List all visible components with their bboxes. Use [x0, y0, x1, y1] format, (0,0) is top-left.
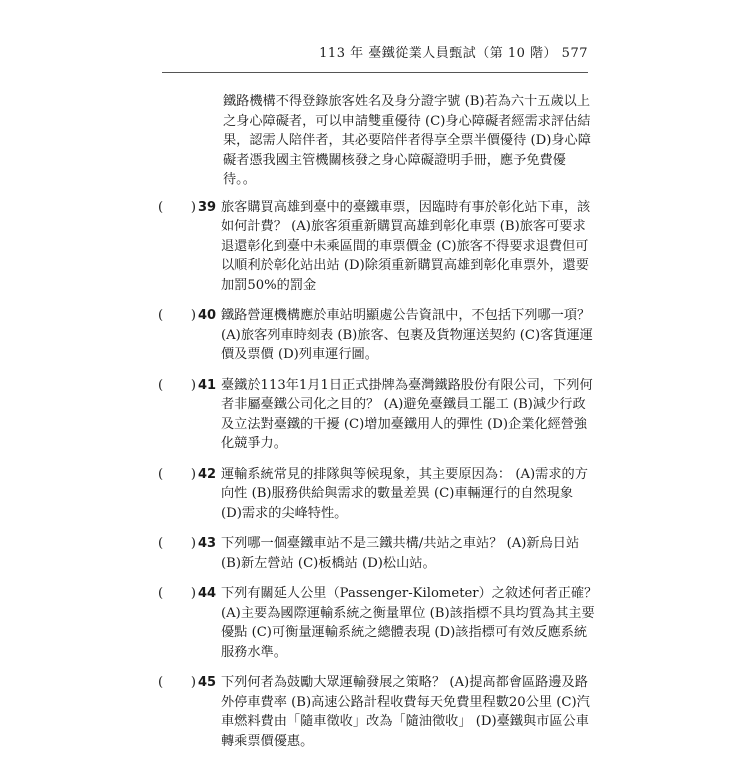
- question-number: 40: [198, 308, 217, 323]
- close-paren: ): [190, 308, 196, 323]
- close-paren: ): [190, 536, 196, 551]
- question-item: [158, 198, 598, 296]
- answer-blank: [158, 376, 198, 454]
- open-paren: (: [158, 536, 164, 551]
- page-header: 113 年 臺鐵從業人員甄試（第 10 階） 577: [319, 46, 588, 61]
- answer-blank: [158, 534, 198, 573]
- question-item: [158, 306, 598, 365]
- question-number: 41: [198, 377, 217, 393]
- question-item: [158, 534, 598, 573]
- question-text: 臺鐵於113年1月1日正式掛牌為臺灣鐵路股份有限公司，下列何者非屬臺鐵公司化之目的？ (A)避免臺鐵員工罷工 (B)減少行政及立法對臺鐵的干擾 (C)增加臺鐵用人的彈性 (D)企業化經營強化競爭力。: [221, 377, 593, 451]
- close-paren: ): [190, 586, 196, 601]
- close-paren: ): [190, 199, 196, 215]
- answer-blank: [158, 198, 198, 296]
- open-paren: (: [158, 675, 164, 690]
- question-number: 44: [198, 586, 217, 601]
- header-rule: [162, 72, 588, 73]
- question-list: [158, 92, 598, 762]
- question-item: [158, 673, 598, 751]
- answer-blank: [158, 465, 198, 524]
- question-text: 旅客購買高雄到臺中的臺鐵車票，因臨時有事於彰化站下車，該如何計費？ (A)旅客須重新購買高雄到彰化車票 (B)旅客可要求退還彰化到臺中未乘區間的車票價金 (C)旅客不得要求退費但可以順利於彰化站出站 (D)除須重新購買高雄到彰化車票外，還要加罰50%的罰金: [221, 199, 591, 293]
- close-paren: ): [190, 466, 196, 482]
- question-text: 下列哪一個臺鐵車站不是三鐵共構/共站之車站？ (A)新烏日站 (B)新左營站 (C)板橋站 (D)松山站。: [221, 536, 580, 571]
- question-text: 下列有關延人公里（Passenger-Kilometer）之敘述何者正確？ (A)主要為國際運輸系統之衡量單位 (B)該指標不具均質為其主要優點 (C)可衡量運輸系統之總體表現 (D)該指標可有效反應系統服務水準。: [221, 586, 598, 660]
- question-text: 下列何者為鼓勵大眾運輸發展之策略？ (A)提高都會區路邊及路外停車費率 (B)高速公路計程收費每天免費里程數20公里 (C)汽車燃料費由「隨車徵收」改為「隨油徵收」 (D)臺鐵與市區公車轉乘票價優惠。: [221, 675, 590, 749]
- continued-answer-text: 鐵路機構不得登錄旅客姓名及身分證字號 (B)若為六十五歲以上之身心障礙者，可以申請雙重優待 (C)身心障礙者經需求評估結果，認需人陪伴者，其必要陪伴者得享全票半價優待 (D)身心障礙者憑我國主管機關核發之身心障礙證明手冊，應予免費優待。。: [223, 94, 591, 187]
- open-paren: (: [158, 377, 164, 393]
- close-paren: ): [190, 377, 196, 393]
- close-paren: ): [190, 675, 196, 690]
- answer-blank: [158, 306, 198, 365]
- question-text: 運輸系統常見的排隊與等候現象，其主要原因為： (A)需求的方向性 (B)服務供給與需求的數量差異 (C)車輛運行的自然現象 (D)需求的尖峰特性。: [221, 466, 588, 521]
- question-item: [158, 584, 598, 662]
- question-item: [158, 465, 598, 524]
- question-number: 42: [198, 466, 217, 482]
- open-paren: (: [158, 308, 164, 323]
- open-paren: (: [158, 466, 164, 482]
- question-text: 鐵路營運機構應於車站明顯處公告資訊中，不包括下列哪一項？ (A)旅客列車時刻表 (B)旅客、包裹及貨物運送契約 (C)客貨運運價及票價 (D)列車運行圖。: [221, 308, 593, 362]
- answer-blank: [158, 673, 198, 751]
- question-item: [158, 376, 598, 454]
- answer-blank: [158, 584, 198, 662]
- question-number: 45: [198, 675, 217, 690]
- question-number: 43: [198, 536, 217, 551]
- open-paren: (: [158, 199, 164, 215]
- open-paren: (: [158, 586, 164, 601]
- question-number: 39: [198, 199, 217, 215]
